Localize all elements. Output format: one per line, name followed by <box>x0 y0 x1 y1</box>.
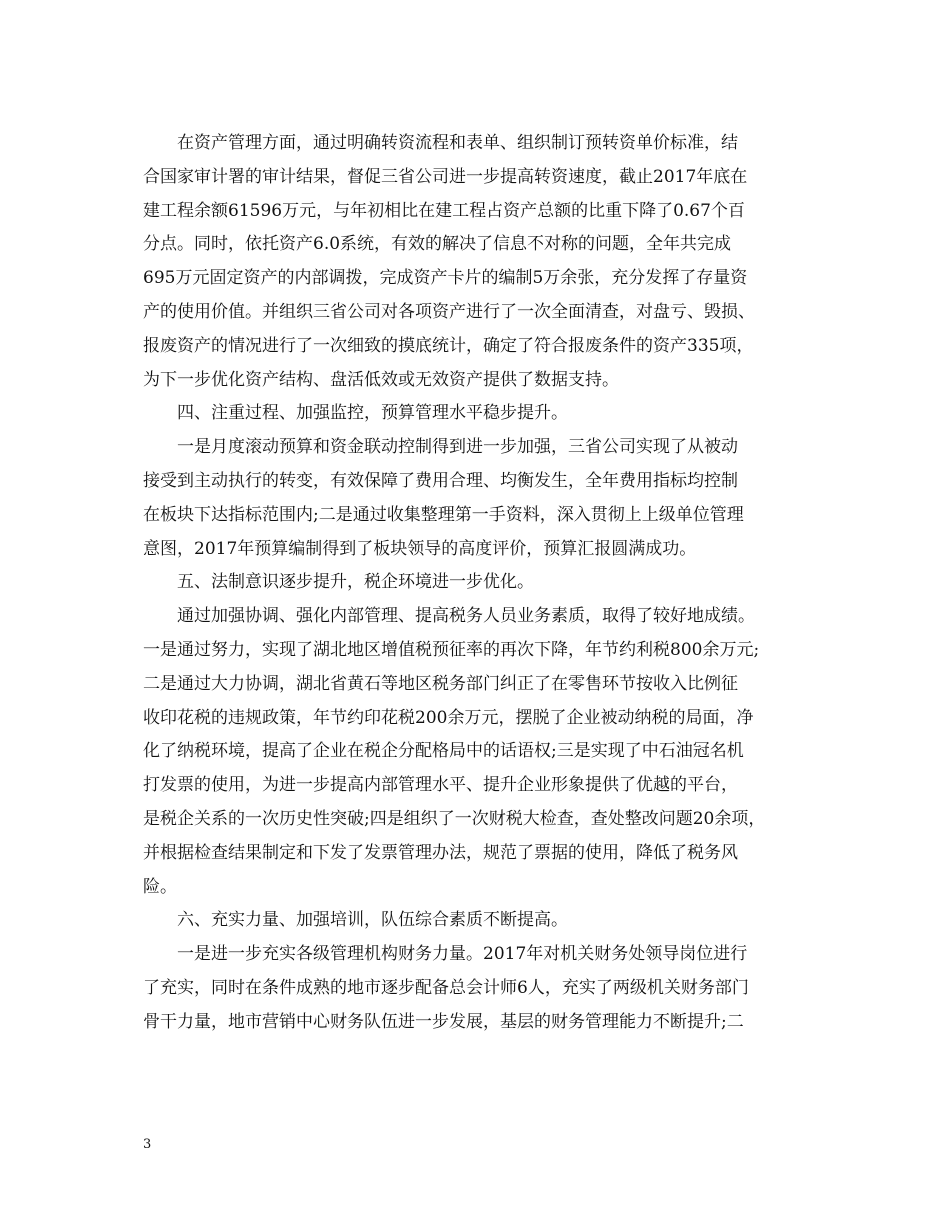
text-line: 一是进一步充实各级管理机构财务力量。2017年对机关财务处领导岗位进行 <box>177 944 748 965</box>
text-line: 通过加强协调、强化内部管理、提高税务人员业务素质，取得了较好地成绩。 <box>177 606 755 627</box>
text-line: 建工程余额61596万元，与年初相比在建工程占资产总额的比重下降了0.67个百 <box>143 200 745 221</box>
text-line: 695万元固定资产的内部调拨，完成资产卡片的编制5万余张，充分发挥了存量资 <box>143 268 748 289</box>
text-line: 骨干力量，地市营销中心财务队伍进一步发展，基层的财务管理能力不断提升;二 <box>143 1011 744 1032</box>
text-line: 意图，2017年预算编制得到了板块领导的高度评价，预算汇报圆满成功。 <box>143 538 697 559</box>
text-line: 打发票的使用，为进一步提高内部管理水平、提升企业形象提供了优越的平台， <box>143 775 738 796</box>
text-line: 在资产管理方面，通过明确转资流程和表单、组织制订预转资单价标准，结 <box>177 133 738 153</box>
page-number: 3 <box>143 1137 152 1152</box>
text-line: 并根据检查结果制定和下发了发票管理办法，规范了票据的使用，降低了税务风 <box>143 842 738 863</box>
text-line: 收印花税的违规政策，年节约印花税200余万元，摆脱了企业被动纳税的局面，净 <box>143 707 754 728</box>
text-line: 在板块下达指标范围内;二是通过收集整理第一手资料，深入贯彻上上级单位管理 <box>143 504 744 525</box>
text-line: 接受到主动执行的转变，有效保障了费用合理、均衡发生，全年费用指标均控制 <box>143 470 738 491</box>
text-line: 二是通过大力协调，湖北省黄石等地区税务部门纠正了在零售环节按收入比例征 <box>143 673 738 694</box>
text-line: 四、注重过程、加强监控，预算管理水平稳步提升。 <box>177 403 568 424</box>
text-line: 险。 <box>143 876 177 897</box>
text-line: 了充实，同时在条件成熟的地市逐步配备总会计师6人，充实了两级机关财务部门 <box>143 977 749 998</box>
text-line: 一是月度滚动预算和资金联动控制得到进一步加强，三省公司实现了从被动 <box>177 437 738 458</box>
text-line: 合国家审计署的审计结果，督促三省公司进一步提高转资速度，截止2017年底在 <box>143 166 748 187</box>
text-line: 为下一步优化资产结构、盘活低效或无效资产提供了数据支持。 <box>143 369 619 390</box>
text-line: 六、充实力量、加强培训，队伍综合素质不断提高。 <box>177 910 568 931</box>
text-line: 分点。同时，依托资产6.0系统，有效的解决了信息不对称的问题，全年共完成 <box>143 234 732 255</box>
text-line: 五、法制意识逐步提升，税企环境进一步优化。 <box>177 572 534 593</box>
body-text <box>143 127 813 1040</box>
text-line: 化了纳税环境，提高了企业在税企分配格局中的话语权;三是实现了中石油冠名机 <box>143 741 744 762</box>
text-line: 产的使用价值。并组织三省公司对各项资产进行了一次全面清查，对盘亏、毁损、 <box>143 301 755 322</box>
text-line: 报废资产的情况进行了一次细致的摸底统计，确定了符合报废条件的资产335项， <box>143 335 754 356</box>
text-line: 是税企关系的一次历史性突破;四是组织了一次财税大检查，查处整改问题20余项， <box>143 808 766 829</box>
text-line: 一是通过努力，实现了湖北地区增值税预征率的再次下降，年节约利税800余万元; <box>143 639 760 660</box>
